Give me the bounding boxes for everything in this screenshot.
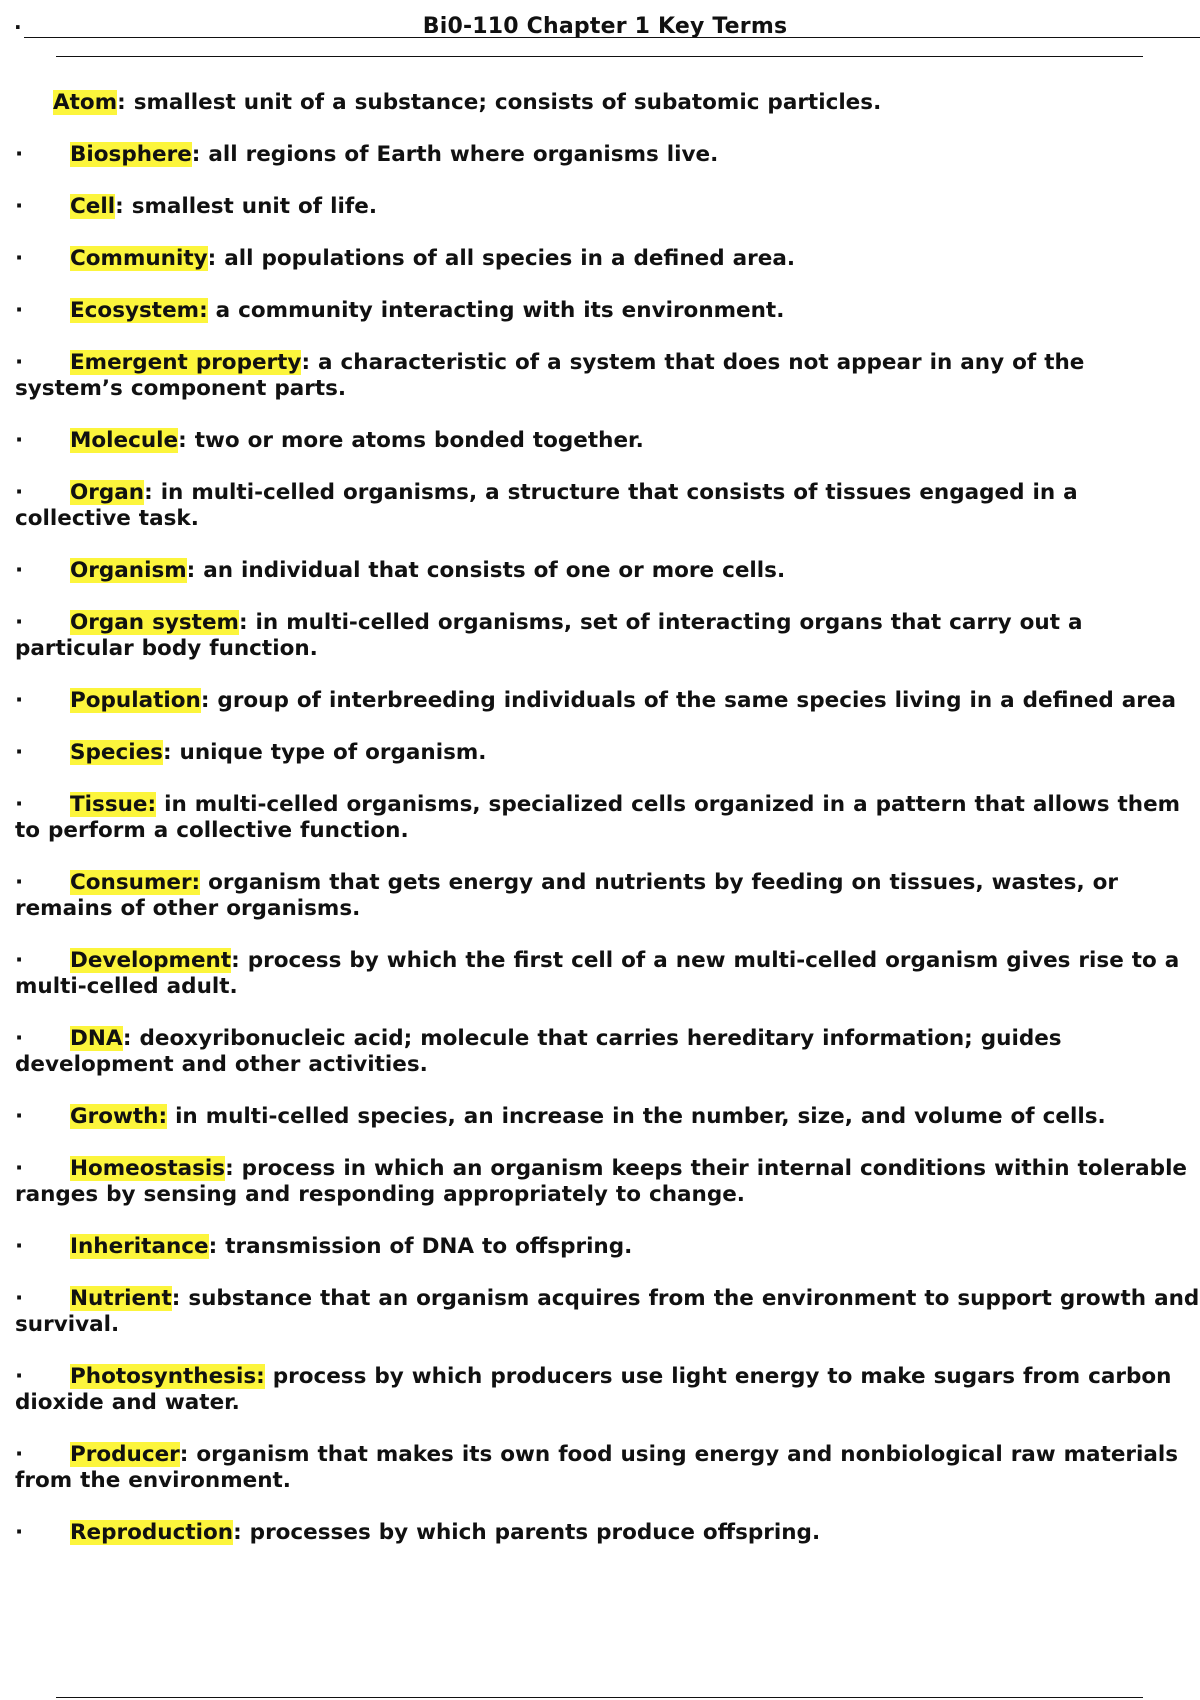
bullet: · <box>15 870 24 895</box>
term-word: Organ system <box>70 610 239 635</box>
term-item <box>15 948 1200 1000</box>
term-item <box>15 1286 1200 1338</box>
bullet: · <box>15 1520 24 1545</box>
term-word: Development <box>70 948 232 973</box>
term-definition: two or more atoms bonded together. <box>186 428 644 453</box>
term-separator: : <box>207 246 217 271</box>
bullet: · <box>15 1026 24 1051</box>
term-separator: : <box>233 1520 242 1545</box>
term-definition: all regions of Earth where organisms live. <box>200 142 719 167</box>
bullet: · <box>15 558 24 583</box>
key-terms-list <box>15 90 1200 1572</box>
bullet: · <box>15 1156 24 1181</box>
term-item <box>15 246 1200 272</box>
term-separator: : <box>144 480 153 505</box>
term-definition: organism that makes its own food using energy and nonbiological raw materials from the environment. <box>15 1442 1179 1493</box>
term-word: Emergent property <box>70 350 302 375</box>
term-word: Atom <box>53 90 118 115</box>
term-definition: in multi-celled organisms, set of interacting organs that carry out a particular body function. <box>15 610 1083 661</box>
term-item <box>15 558 1200 584</box>
bullet: · <box>15 1104 24 1129</box>
term-separator: : <box>301 350 311 375</box>
term-word: Cell <box>70 194 116 219</box>
term-item <box>15 610 1200 662</box>
term-item <box>15 688 1200 714</box>
term-definition: all populations of all species in a defined area. <box>216 246 795 271</box>
term-definition: process by which the first cell of a new multi-celled organism gives rise to a multi-celled adult. <box>15 948 1180 999</box>
term-definition: smallest unit of a substance; consists of subatomic particles. <box>125 90 882 115</box>
term-item <box>15 740 1200 766</box>
header-rule <box>56 56 1143 57</box>
term-definition: smallest unit of life. <box>123 194 377 219</box>
bullet: · <box>15 610 24 635</box>
document-title: Bi0-110 Chapter 1 Key Terms <box>422 14 788 39</box>
term-word: Tissue: <box>70 792 157 817</box>
term-separator: : <box>178 428 187 453</box>
term-word: Community <box>70 246 208 271</box>
term-definition: in multi-celled species, an increase in the number, size, and volume of cells. <box>167 1104 1106 1129</box>
term-word: Population <box>70 688 201 713</box>
term-definition: process by which producers use light energy to make sugars from carbon dioxide and water. <box>15 1364 1172 1415</box>
bullet: · <box>15 480 24 505</box>
term-definition: process in which an organism keeps their internal conditions within tolerable ranges by sensing and responding appropriately to change. <box>15 1156 1188 1207</box>
bullet: · <box>15 298 24 323</box>
term-item <box>15 1364 1200 1416</box>
term-separator: : <box>186 558 196 583</box>
term-definition: group of interbreeding individuals of the same species living in a defined area <box>209 688 1177 713</box>
bullet: · <box>15 142 24 167</box>
term-separator: : <box>238 610 248 635</box>
term-definition: processes by which parents produce offspring. <box>241 1520 821 1545</box>
term-definition: organism that gets energy and nutrients by feeding on tissues, wastes, or remains of other organisms. <box>15 870 1118 921</box>
term-word: Producer <box>70 1442 180 1467</box>
term-item <box>15 792 1200 844</box>
term-separator: : <box>200 688 210 713</box>
term-word: Nutrient <box>70 1286 172 1311</box>
term-word: Molecule <box>70 428 179 453</box>
term-item <box>15 428 1200 454</box>
bullet: · <box>15 688 24 713</box>
term-word: Organ <box>70 480 145 505</box>
term-separator: : <box>231 948 240 973</box>
term-separator: : <box>117 90 126 115</box>
term-word: Species <box>70 740 163 765</box>
term-separator: : <box>171 1286 181 1311</box>
term-word: Homeostasis <box>70 1156 226 1181</box>
term-item <box>15 1442 1200 1494</box>
term-separator: : <box>162 740 172 765</box>
title-bullet: · <box>14 15 22 39</box>
term-separator: : <box>179 1442 189 1467</box>
term-word: Growth: <box>70 1104 168 1129</box>
term-definition: a community interacting with its environment. <box>207 298 785 323</box>
term-word: Reproduction <box>70 1520 234 1545</box>
term-item <box>15 1104 1200 1130</box>
term-item <box>15 870 1200 922</box>
term-definition: unique type of organism. <box>171 740 487 765</box>
bullet: · <box>15 246 24 271</box>
term-item <box>15 90 1200 116</box>
term-item <box>15 1156 1200 1208</box>
bullet: · <box>15 428 24 453</box>
title-row <box>0 14 1200 40</box>
term-definition: in multi-celled organisms, a structure that consists of tissues engaged in a collective task. <box>15 480 1078 531</box>
term-definition: deoxyribonucleic acid; molecule that carries hereditary information; guides development and other activities. <box>15 1026 1062 1077</box>
term-item <box>15 1520 1200 1546</box>
term-word: Photosynthesis: <box>70 1364 265 1389</box>
footer-rule <box>56 1697 1143 1698</box>
term-item <box>15 1026 1200 1078</box>
term-definition: in multi-celled organisms, specialized cells organized in a pattern that allows them to perform a collective function. <box>15 792 1181 843</box>
term-item <box>15 480 1200 532</box>
bullet: · <box>15 948 24 973</box>
bullet: · <box>15 1442 24 1467</box>
bullet: · <box>15 194 24 219</box>
term-word: Ecosystem: <box>70 298 208 323</box>
term-item <box>15 142 1200 168</box>
term-definition: a characteristic of a system that does not appear in any of the system’s component parts. <box>15 350 1085 401</box>
term-word: Consumer: <box>70 870 201 895</box>
term-separator: : <box>115 194 124 219</box>
term-word: Biosphere <box>70 142 192 167</box>
bullet: · <box>15 1286 24 1311</box>
term-item <box>15 298 1200 324</box>
bullet: · <box>15 740 24 765</box>
term-separator: : <box>208 1234 218 1259</box>
bullet: · <box>15 1234 24 1259</box>
term-definition: transmission of DNA to offspring. <box>217 1234 633 1259</box>
term-separator: : <box>225 1156 234 1181</box>
bullet: · <box>15 1364 24 1389</box>
term-word: DNA <box>70 1026 123 1051</box>
term-separator: : <box>191 142 201 167</box>
term-definition: an individual that consists of one or more cells. <box>195 558 786 583</box>
term-item <box>15 1234 1200 1260</box>
bullet: · <box>15 792 24 817</box>
term-item <box>15 350 1200 402</box>
term-separator: : <box>122 1026 132 1051</box>
term-word: Organism <box>70 558 187 583</box>
term-definition: substance that an organism acquires from the environment to support growth and survival. <box>15 1286 1200 1337</box>
term-word: Inheritance <box>70 1234 209 1259</box>
term-item <box>15 194 1200 220</box>
bullet: · <box>15 350 24 375</box>
